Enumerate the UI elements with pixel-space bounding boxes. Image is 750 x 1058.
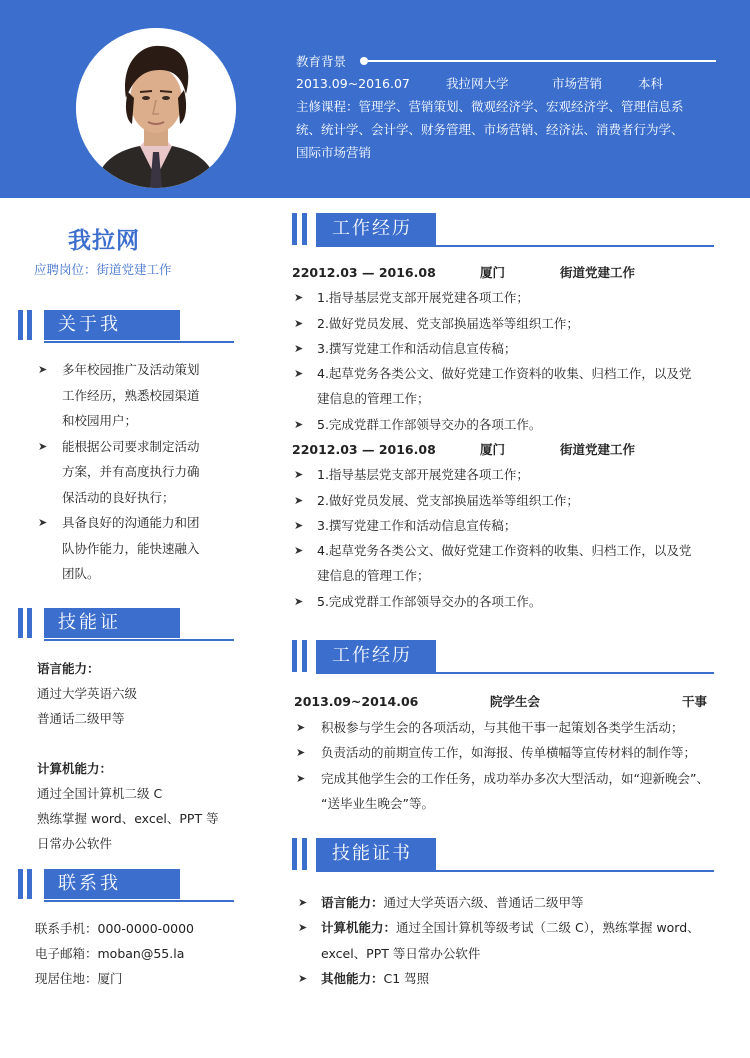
list-item-text: 2.做好党员发展、党支部换届选举等组织工作； — [317, 315, 579, 331]
cert-computer-label: 计算机能力： — [321, 920, 397, 936]
cert-language-label: 语言能力： — [321, 895, 384, 910]
list-item-text: 2.做好党员发展、党支部换届选举等组织工作； — [317, 492, 579, 508]
arrow-bullet-icon: ➤ — [38, 363, 48, 376]
computer-label: 计算机能力： — [37, 761, 113, 776]
arrow-bullet-icon: ➤ — [38, 439, 48, 453]
accent-bar — [302, 640, 307, 672]
list-item — [36, 510, 216, 587]
list-item-text: 4.起草党务各类公文、做好党建工作资料的收集、归档工作，以及党 — [317, 543, 692, 559]
accent-bar — [302, 213, 307, 245]
spacer — [37, 731, 242, 756]
list-item-text: 负责活动的前期宣传工作，如海报、传单横幅等宣传材料的制作等； — [321, 745, 697, 760]
arrow-bullet-icon: ➤ — [294, 291, 304, 305]
accent-bar — [27, 310, 32, 340]
list-item — [294, 766, 734, 817]
campus-org: 院学生会 — [490, 694, 541, 709]
list-item — [292, 513, 722, 538]
section-underline — [44, 341, 234, 343]
job-period: 22012.03 — 2016.08 — [292, 265, 436, 280]
arrow-bullet-icon: ➤ — [298, 896, 308, 909]
skills-left-block — [37, 656, 242, 856]
campus-role: 干事 — [682, 694, 708, 709]
portrait-photo — [76, 28, 236, 188]
list-item — [292, 336, 722, 361]
work-job-1 — [292, 260, 722, 437]
accent-bar — [27, 869, 32, 899]
language-label: 语言能力： — [37, 661, 100, 676]
list-item — [296, 915, 736, 966]
section-title: 技能证 — [44, 608, 180, 638]
education-row — [296, 72, 716, 95]
education-heading — [296, 50, 716, 72]
job-role: 街道党建工作 — [560, 265, 636, 280]
list-item — [292, 311, 722, 336]
job-role: 街道党建工作 — [560, 442, 636, 457]
cert-other-text: C1 驾照 — [383, 970, 430, 986]
list-item-text: 保活动的良好执行； — [62, 489, 175, 505]
about-list — [36, 357, 216, 587]
accent-bar — [18, 310, 23, 340]
campus-period: 2013.09~2014.06 — [294, 694, 419, 709]
list-item — [292, 538, 722, 589]
job-heading — [292, 260, 722, 285]
list-item-text: 4.起草党务各类公文、做好党建工作资料的收集、归档工作，以及党 — [317, 366, 692, 382]
education-school: 我拉网大学 — [446, 76, 509, 91]
list-item-text: 多年校园推广及活动策划 — [62, 362, 200, 377]
arrow-bullet-icon: ➤ — [296, 720, 306, 734]
accent-bar — [292, 640, 297, 672]
campus-heading — [294, 689, 734, 715]
heading-line — [368, 60, 716, 62]
list-item — [294, 740, 734, 766]
list-item — [296, 966, 736, 991]
section-underline — [44, 639, 234, 641]
list-item-text: 具备良好的沟通能力和团 — [62, 515, 200, 530]
education-period: 2013.09~2016.07 — [296, 76, 410, 91]
section-header-campus — [292, 640, 716, 676]
arrow-bullet-icon: ➤ — [294, 594, 304, 608]
computer-item: 日常办公软件 — [37, 836, 113, 851]
cert-language-text: 通过大学英语六级、普通话二级甲等 — [383, 895, 584, 910]
section-underline — [44, 900, 234, 902]
contact-phone: 联系手机：000-0000-0000 — [35, 921, 195, 936]
job-period: 22012.03 — 2016.08 — [292, 442, 436, 457]
cert-block — [296, 890, 736, 991]
list-item — [292, 285, 722, 310]
section-title: 技能证书 — [316, 838, 436, 870]
list-item-text: 5.完成党群工作部领导交办的各项工作。 — [317, 593, 542, 609]
header-band — [0, 0, 750, 198]
list-item-text: 建信息的管理工作； — [317, 568, 430, 584]
arrow-bullet-icon: ➤ — [294, 468, 304, 482]
education-major: 市场营销 — [552, 76, 603, 91]
list-item — [292, 462, 722, 487]
job-heading — [292, 437, 722, 462]
list-item-text: 积极参与学生会的各项活动，与其他干事一起策划各类学生活动； — [321, 719, 684, 735]
list-item-text: 3.撰写党建工作和活动信息宣传稿； — [317, 340, 517, 356]
heading-dot — [360, 57, 368, 65]
education-courses-3: 国际市场营销 — [296, 145, 372, 160]
arrow-bullet-icon: ➤ — [294, 518, 304, 532]
list-item-text: 5.完成党群工作部领导交办的各项工作。 — [317, 416, 542, 432]
list-item-text: 1.指导基层党支部开展党建各项工作； — [317, 290, 529, 306]
list-item — [36, 357, 216, 434]
computer-item: 熟练掌握 word、excel、PPT 等 — [37, 811, 219, 826]
list-item-text: 3.撰写党建工作和活动信息宣传稿； — [317, 517, 517, 533]
section-header-skills — [18, 608, 236, 642]
arrow-bullet-icon: ➤ — [298, 971, 308, 985]
accent-bar — [18, 608, 23, 638]
education-title: 教育背景 — [296, 53, 347, 69]
education-courses-1: 主修课程：管理学、营销策划、微观经济学、宏观经济学、管理信息系 — [296, 99, 684, 114]
list-item-text: 和校园用户； — [62, 413, 138, 428]
cert-computer-text: 通过全国计算机等级考试（二级 C），熟练掌握 word、 — [396, 920, 700, 936]
list-item-text: “送毕业生晚会”等。 — [321, 796, 434, 811]
arrow-bullet-icon: ➤ — [298, 921, 308, 935]
list-item-text: 完成其他学生会的工作任务，成功举办多次大型活动，如“迎新晚会”、 — [321, 770, 709, 786]
accent-bar — [27, 608, 32, 638]
education-degree: 本科 — [638, 76, 664, 91]
arrow-bullet-icon: ➤ — [294, 367, 304, 381]
language-item: 普通话二级甲等 — [37, 711, 125, 726]
list-item — [292, 412, 722, 437]
work-job-2 — [292, 437, 722, 614]
list-item-text: 能根据公司要求制定活动 — [62, 438, 200, 454]
accent-bar — [292, 838, 297, 870]
job-city: 厦门 — [480, 442, 506, 457]
arrow-bullet-icon: ➤ — [294, 316, 304, 330]
list-item-text: 建信息的管理工作； — [317, 391, 430, 407]
job-city: 厦门 — [480, 265, 506, 280]
computer-item: 通过全国计算机二级 C — [37, 786, 163, 801]
section-title: 联系我 — [44, 869, 180, 899]
section-header-contact — [18, 869, 236, 903]
list-item — [292, 488, 722, 513]
section-header-cert — [292, 838, 716, 874]
candidate-name: 我拉网 — [68, 228, 140, 254]
education-block — [296, 50, 716, 164]
section-underline — [316, 245, 714, 247]
list-item — [296, 890, 736, 915]
arrow-bullet-icon: ➤ — [296, 771, 306, 785]
contact-block — [35, 916, 194, 991]
list-item — [294, 715, 734, 741]
list-item-text: 团队。 — [62, 566, 100, 581]
contact-address: 现居住地：厦门 — [35, 971, 123, 986]
arrow-bullet-icon: ➤ — [294, 544, 304, 558]
cert-other-label: 其他能力： — [321, 970, 384, 986]
list-item-text: 工作经历，熟悉校园渠道 — [62, 387, 200, 403]
section-title: 工作经历 — [316, 213, 436, 245]
section-title: 工作经历 — [316, 640, 436, 672]
list-item-text: 方案，并有高度执行力确 — [62, 464, 200, 479]
arrow-bullet-icon: ➤ — [294, 341, 304, 355]
arrow-bullet-icon: ➤ — [294, 417, 304, 431]
arrow-bullet-icon: ➤ — [294, 493, 304, 507]
accent-bar — [292, 213, 297, 245]
accent-bar — [302, 838, 307, 870]
section-underline — [316, 870, 714, 872]
section-title: 关于我 — [44, 310, 180, 340]
campus-block — [294, 689, 734, 817]
section-header-work — [292, 213, 716, 249]
cert-computer-text-2: excel、PPT 等日常办公软件 — [321, 945, 481, 961]
contact-email: 电子邮箱：moban@55.la — [35, 946, 185, 961]
section-underline — [316, 672, 714, 674]
list-item-text: 队协作能力，能快速融入 — [62, 540, 200, 556]
section-header-about — [18, 310, 236, 344]
list-item-text: 1.指导基层党支部开展党建各项工作； — [317, 467, 529, 483]
arrow-bullet-icon: ➤ — [296, 746, 306, 759]
arrow-bullet-icon: ➤ — [38, 516, 48, 529]
list-item — [292, 589, 722, 614]
list-item — [36, 434, 216, 511]
language-item: 通过大学英语六级 — [37, 686, 138, 701]
list-item — [292, 361, 722, 412]
education-courses-2: 统、统计学、会计学、财务管理、市场营销、经济法、消费者行为学、 — [296, 122, 684, 137]
applied-position: 应聘岗位：街道党建工作 — [34, 262, 172, 277]
avatar — [76, 28, 236, 188]
accent-bar — [18, 869, 23, 899]
